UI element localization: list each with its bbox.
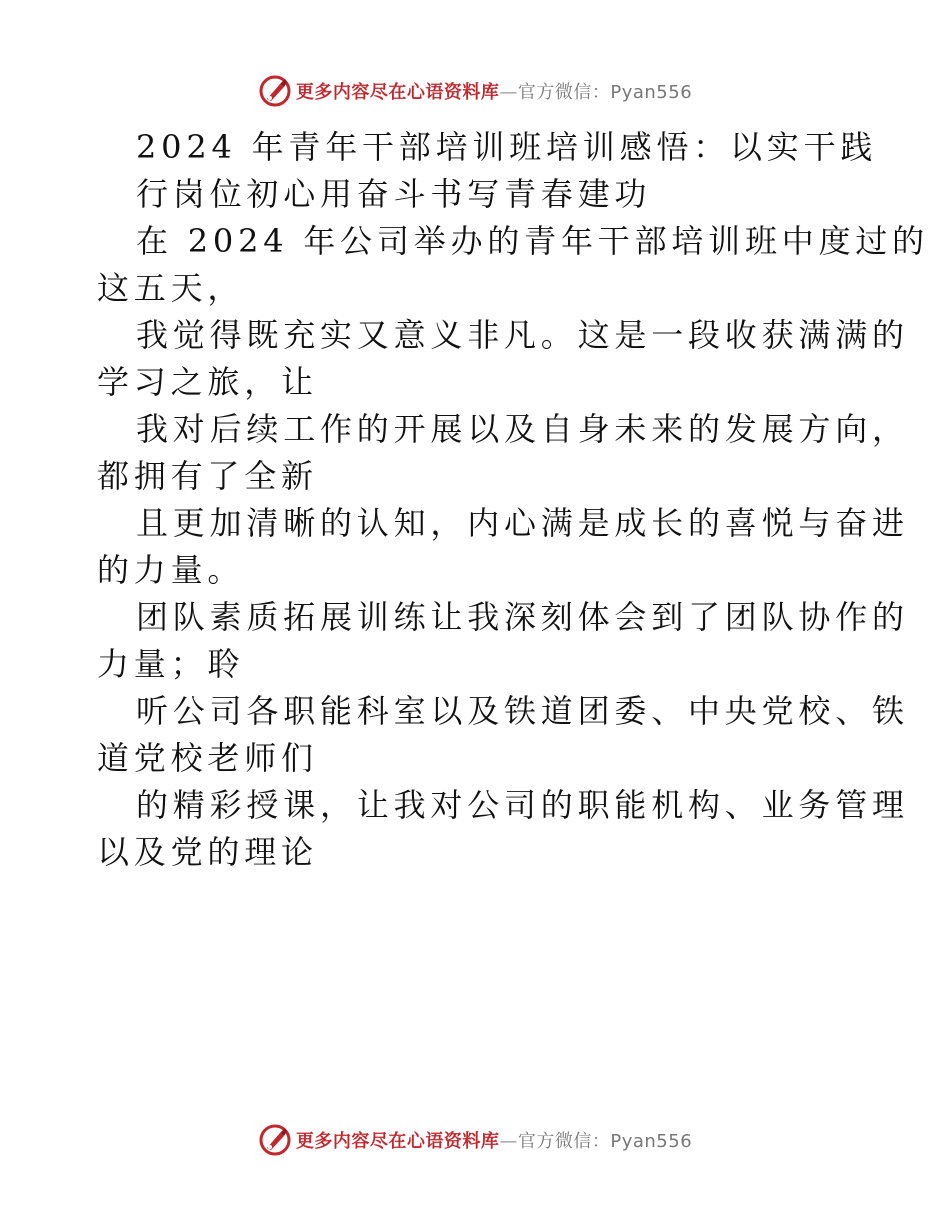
paragraph-line: 的精彩授课，让我对公司的职能机构、业务管理: [136, 786, 909, 824]
paragraph-line: 且更加清晰的认知，内心满是成长的喜悦与奋进: [136, 504, 909, 542]
paragraph-line: 以及党的理论: [97, 833, 318, 871]
brand-name: 更多内容尽在心语资料库: [295, 1131, 500, 1152]
paragraph-line: 学习之旅，让: [97, 363, 318, 401]
paragraph-line: 道党校老师们: [97, 739, 318, 777]
wechat-id: Pyan556: [610, 82, 693, 103]
quill-pen-logo-icon: [258, 74, 292, 108]
banner-dash: —: [499, 82, 518, 103]
brand-name: 更多内容尽在心语资料库: [295, 82, 500, 103]
header-banner-text: [296, 78, 692, 104]
paragraph-line: 我对后续工作的开展以及自身未来的发展方向，: [136, 410, 909, 448]
quill-pen-logo-icon: [258, 1123, 292, 1157]
paragraph-line: 听公司各职能科室以及铁道团委、中央党校、铁: [136, 692, 909, 730]
footer-banner: [0, 1120, 950, 1160]
banner-dash: —: [499, 1131, 518, 1152]
paragraph-line: 力量；聆: [97, 645, 245, 683]
wechat-label: 官方微信：: [517, 1131, 611, 1152]
paragraph-line: 我觉得既充实又意义非凡。这是一段收获满满的: [136, 316, 909, 354]
paragraph-line: 在 2024 年公司举办的青年干部培训班中度过的: [136, 222, 929, 260]
paragraph-line: 团队素质拓展训练让我深刻体会到了团队协作的: [136, 598, 909, 636]
paragraph-line: 的力量。: [97, 551, 245, 589]
paragraph-line: 都拥有了全新: [97, 457, 318, 495]
header-banner: [0, 71, 950, 111]
document-body: [97, 124, 929, 876]
wechat-id: Pyan556: [610, 1131, 693, 1152]
footer-banner-text: [296, 1127, 692, 1153]
title-line-1: 2024 年青年干部培训班培训感悟：以实干践: [136, 128, 878, 166]
wechat-label: 官方微信：: [517, 82, 611, 103]
title-line-2: 行岗位初心用奋斗书写青春建功: [136, 175, 652, 213]
paragraph-line: 这五天，: [97, 269, 245, 307]
